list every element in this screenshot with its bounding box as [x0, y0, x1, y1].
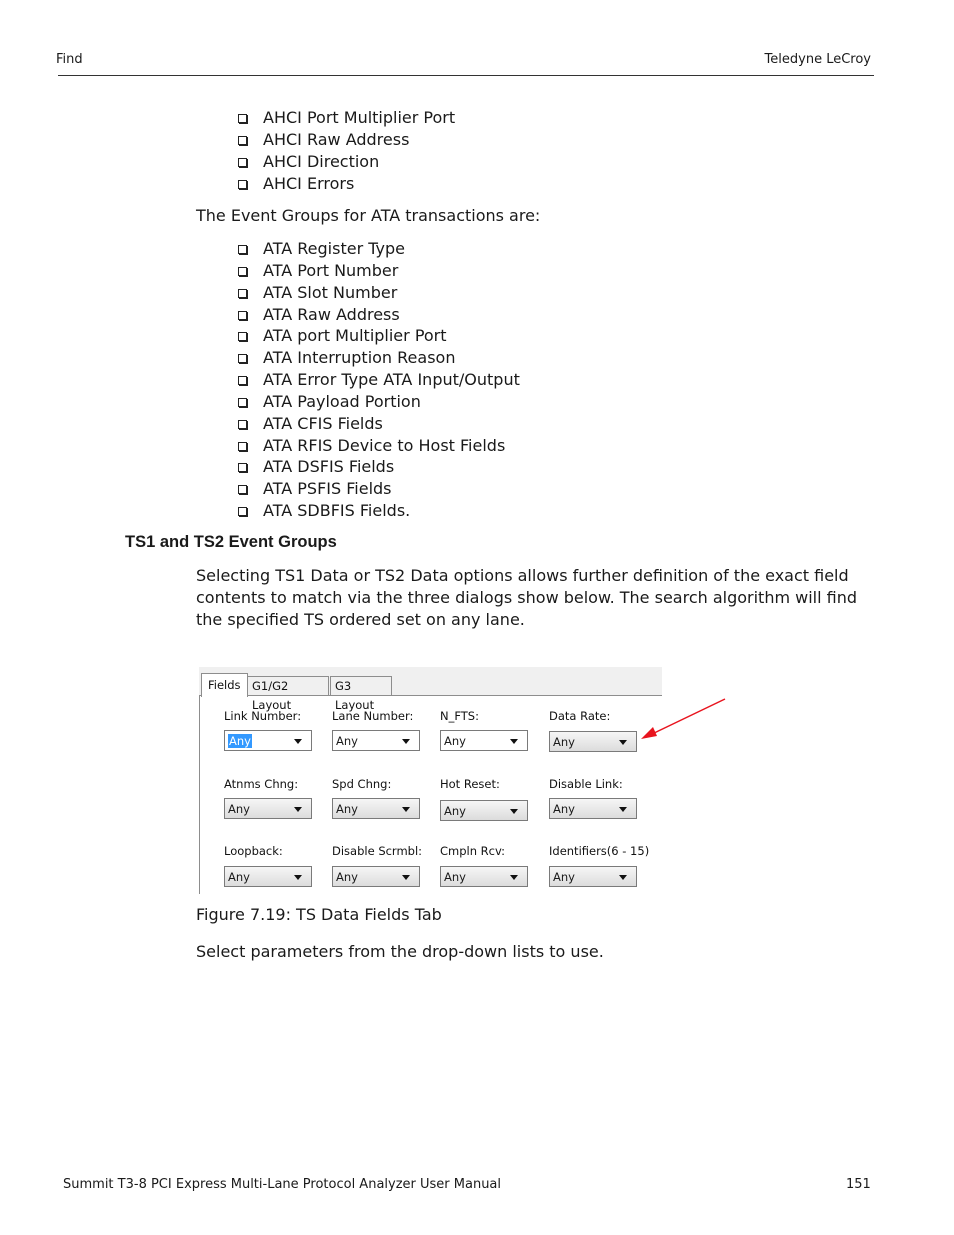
- tab-g3-layout[interactable]: G3 Layout: [330, 676, 392, 695]
- chevron-down-icon: [510, 739, 518, 744]
- chevron-down-icon: [510, 875, 518, 880]
- list-item: ATA CFIS Fields: [236, 413, 520, 435]
- n-fts-select[interactable]: [440, 730, 528, 751]
- checkbox-bullet-icon: [238, 376, 247, 385]
- n-fts-value: Any: [444, 734, 466, 748]
- spd-chng-label: Spd Chng:: [332, 777, 392, 791]
- lane-number-value: Any: [336, 734, 358, 748]
- list-item: AHCI Direction: [236, 151, 455, 173]
- chevron-down-icon: [294, 739, 302, 744]
- chevron-down-icon: [402, 875, 410, 880]
- section-heading: TS1 and TS2 Event Groups: [125, 533, 337, 551]
- checkbox-bullet-icon: [238, 289, 247, 298]
- disable-link-label: Disable Link:: [549, 777, 623, 791]
- checkbox-bullet-icon: [238, 420, 247, 429]
- disable-link-value: Any: [553, 802, 575, 816]
- loopback-value: Any: [228, 870, 250, 884]
- body-paragraph: Selecting TS1 Data or TS2 Data options allows further definition of the exact field contents to match via the three dialogs show below. The search algorithm will find the specified TS ordered set on any lane.: [196, 566, 858, 629]
- list-item: ATA SDBFIS Fields.: [236, 500, 520, 522]
- hot-reset-label: Hot Reset:: [440, 777, 500, 791]
- closing-text: Select parameters from the drop-down lists to use.: [196, 942, 604, 961]
- list-item: ATA Interruption Reason: [236, 347, 520, 369]
- page-header-right: Teledyne LeCroy: [764, 52, 871, 67]
- disable-link-select[interactable]: [549, 798, 637, 819]
- disable-scrmbl-value: Any: [336, 870, 358, 884]
- cmpln-rcv-value: Any: [444, 870, 466, 884]
- checkbox-bullet-icon: [238, 332, 247, 341]
- list-item: AHCI Raw Address: [236, 129, 455, 151]
- atnms-chng-value: Any: [228, 802, 250, 816]
- link-number-value: Any: [229, 734, 251, 748]
- chevron-down-icon: [619, 807, 627, 812]
- chevron-down-icon: [402, 807, 410, 812]
- atnms-chng-select[interactable]: [224, 798, 312, 819]
- ahci-event-list: [236, 107, 455, 195]
- tab-g1-g2-layout[interactable]: G1/G2 Layout: [247, 676, 329, 695]
- cmpln-rcv-label: Cmpln Rcv:: [440, 844, 506, 858]
- chevron-down-icon: [619, 875, 627, 880]
- identifiers-value: Any: [553, 870, 575, 884]
- identifiers-label: Identifiers(6 - 15): [549, 844, 650, 858]
- spd-chng-value: Any: [336, 802, 358, 816]
- checkbox-bullet-icon: [238, 507, 247, 516]
- disable-scrmbl-label: Disable Scrmbl:: [332, 844, 423, 858]
- spd-chng-select[interactable]: [332, 798, 420, 819]
- annotation-arrow-head: [641, 727, 657, 739]
- annotation-arrow-line: [650, 699, 725, 735]
- chevron-down-icon: [294, 807, 302, 812]
- list-item: ATA DSFIS Fields: [236, 456, 520, 478]
- disable-scrmbl-select[interactable]: [332, 866, 420, 887]
- list-item: ATA Register Type: [236, 238, 520, 260]
- ata-event-list: [236, 238, 520, 522]
- list-item: ATA Payload Portion: [236, 391, 520, 413]
- checkbox-bullet-icon: [238, 158, 247, 167]
- list-item: AHCI Port Multiplier Port: [236, 107, 455, 129]
- list-item: ATA port Multiplier Port: [236, 325, 520, 347]
- ts-data-dialog: [199, 667, 662, 894]
- ata-intro-text: The Event Groups for ATA transactions are:: [196, 206, 541, 225]
- checkbox-bullet-icon: [238, 114, 247, 123]
- loopback-label: Loopback:: [224, 844, 283, 858]
- data-rate-select[interactable]: [549, 731, 637, 752]
- checkbox-bullet-icon: [238, 398, 247, 407]
- list-item: ATA Slot Number: [236, 282, 520, 304]
- footer-page-number: 151: [846, 1177, 871, 1192]
- list-item: ATA RFIS Device to Host Fields: [236, 435, 520, 457]
- lane-number-label: Lane Number:: [332, 709, 414, 723]
- header-rule: [58, 75, 874, 76]
- n-fts-label: N_FTS:: [440, 709, 479, 723]
- cmpln-rcv-select[interactable]: [440, 866, 528, 887]
- tab-fields[interactable]: Fields: [201, 673, 248, 697]
- checkbox-bullet-icon: [238, 136, 247, 145]
- loopback-select[interactable]: [224, 866, 312, 887]
- checkbox-bullet-icon: [238, 442, 247, 451]
- hot-reset-select[interactable]: [440, 800, 528, 821]
- checkbox-bullet-icon: [238, 180, 247, 189]
- checkbox-bullet-icon: [238, 311, 247, 320]
- list-item: ATA Error Type ATA Input/Output: [236, 369, 520, 391]
- chevron-down-icon: [619, 740, 627, 745]
- chevron-down-icon: [510, 809, 518, 814]
- link-number-select[interactable]: [224, 730, 312, 751]
- annotation-arrow-icon: [636, 694, 728, 744]
- list-item: ATA Raw Address: [236, 304, 520, 326]
- checkbox-bullet-icon: [238, 245, 247, 254]
- list-item: AHCI Errors: [236, 173, 455, 195]
- chevron-down-icon: [402, 739, 410, 744]
- list-item: ATA PSFIS Fields: [236, 478, 520, 500]
- chevron-down-icon: [294, 875, 302, 880]
- data-rate-label: Data Rate:: [549, 709, 611, 723]
- hot-reset-value: Any: [444, 804, 466, 818]
- link-number-label: Link Number:: [224, 709, 302, 723]
- figure-caption: Figure 7.19: TS Data Fields Tab: [196, 905, 442, 924]
- identifiers-select[interactable]: [549, 866, 637, 887]
- checkbox-bullet-icon: [238, 354, 247, 363]
- checkbox-bullet-icon: [238, 267, 247, 276]
- lane-number-select[interactable]: [332, 730, 420, 751]
- page-header-left: Find: [56, 52, 83, 67]
- fields-panel: [199, 695, 662, 894]
- checkbox-bullet-icon: [238, 463, 247, 472]
- data-rate-value: Any: [553, 735, 575, 749]
- atnms-chng-label: Atnms Chng:: [224, 777, 299, 791]
- footer-manual-title: Summit T3-8 PCI Express Multi-Lane Protocol Analyzer User Manual: [63, 1177, 502, 1192]
- checkbox-bullet-icon: [238, 485, 247, 494]
- list-item: ATA Port Number: [236, 260, 520, 282]
